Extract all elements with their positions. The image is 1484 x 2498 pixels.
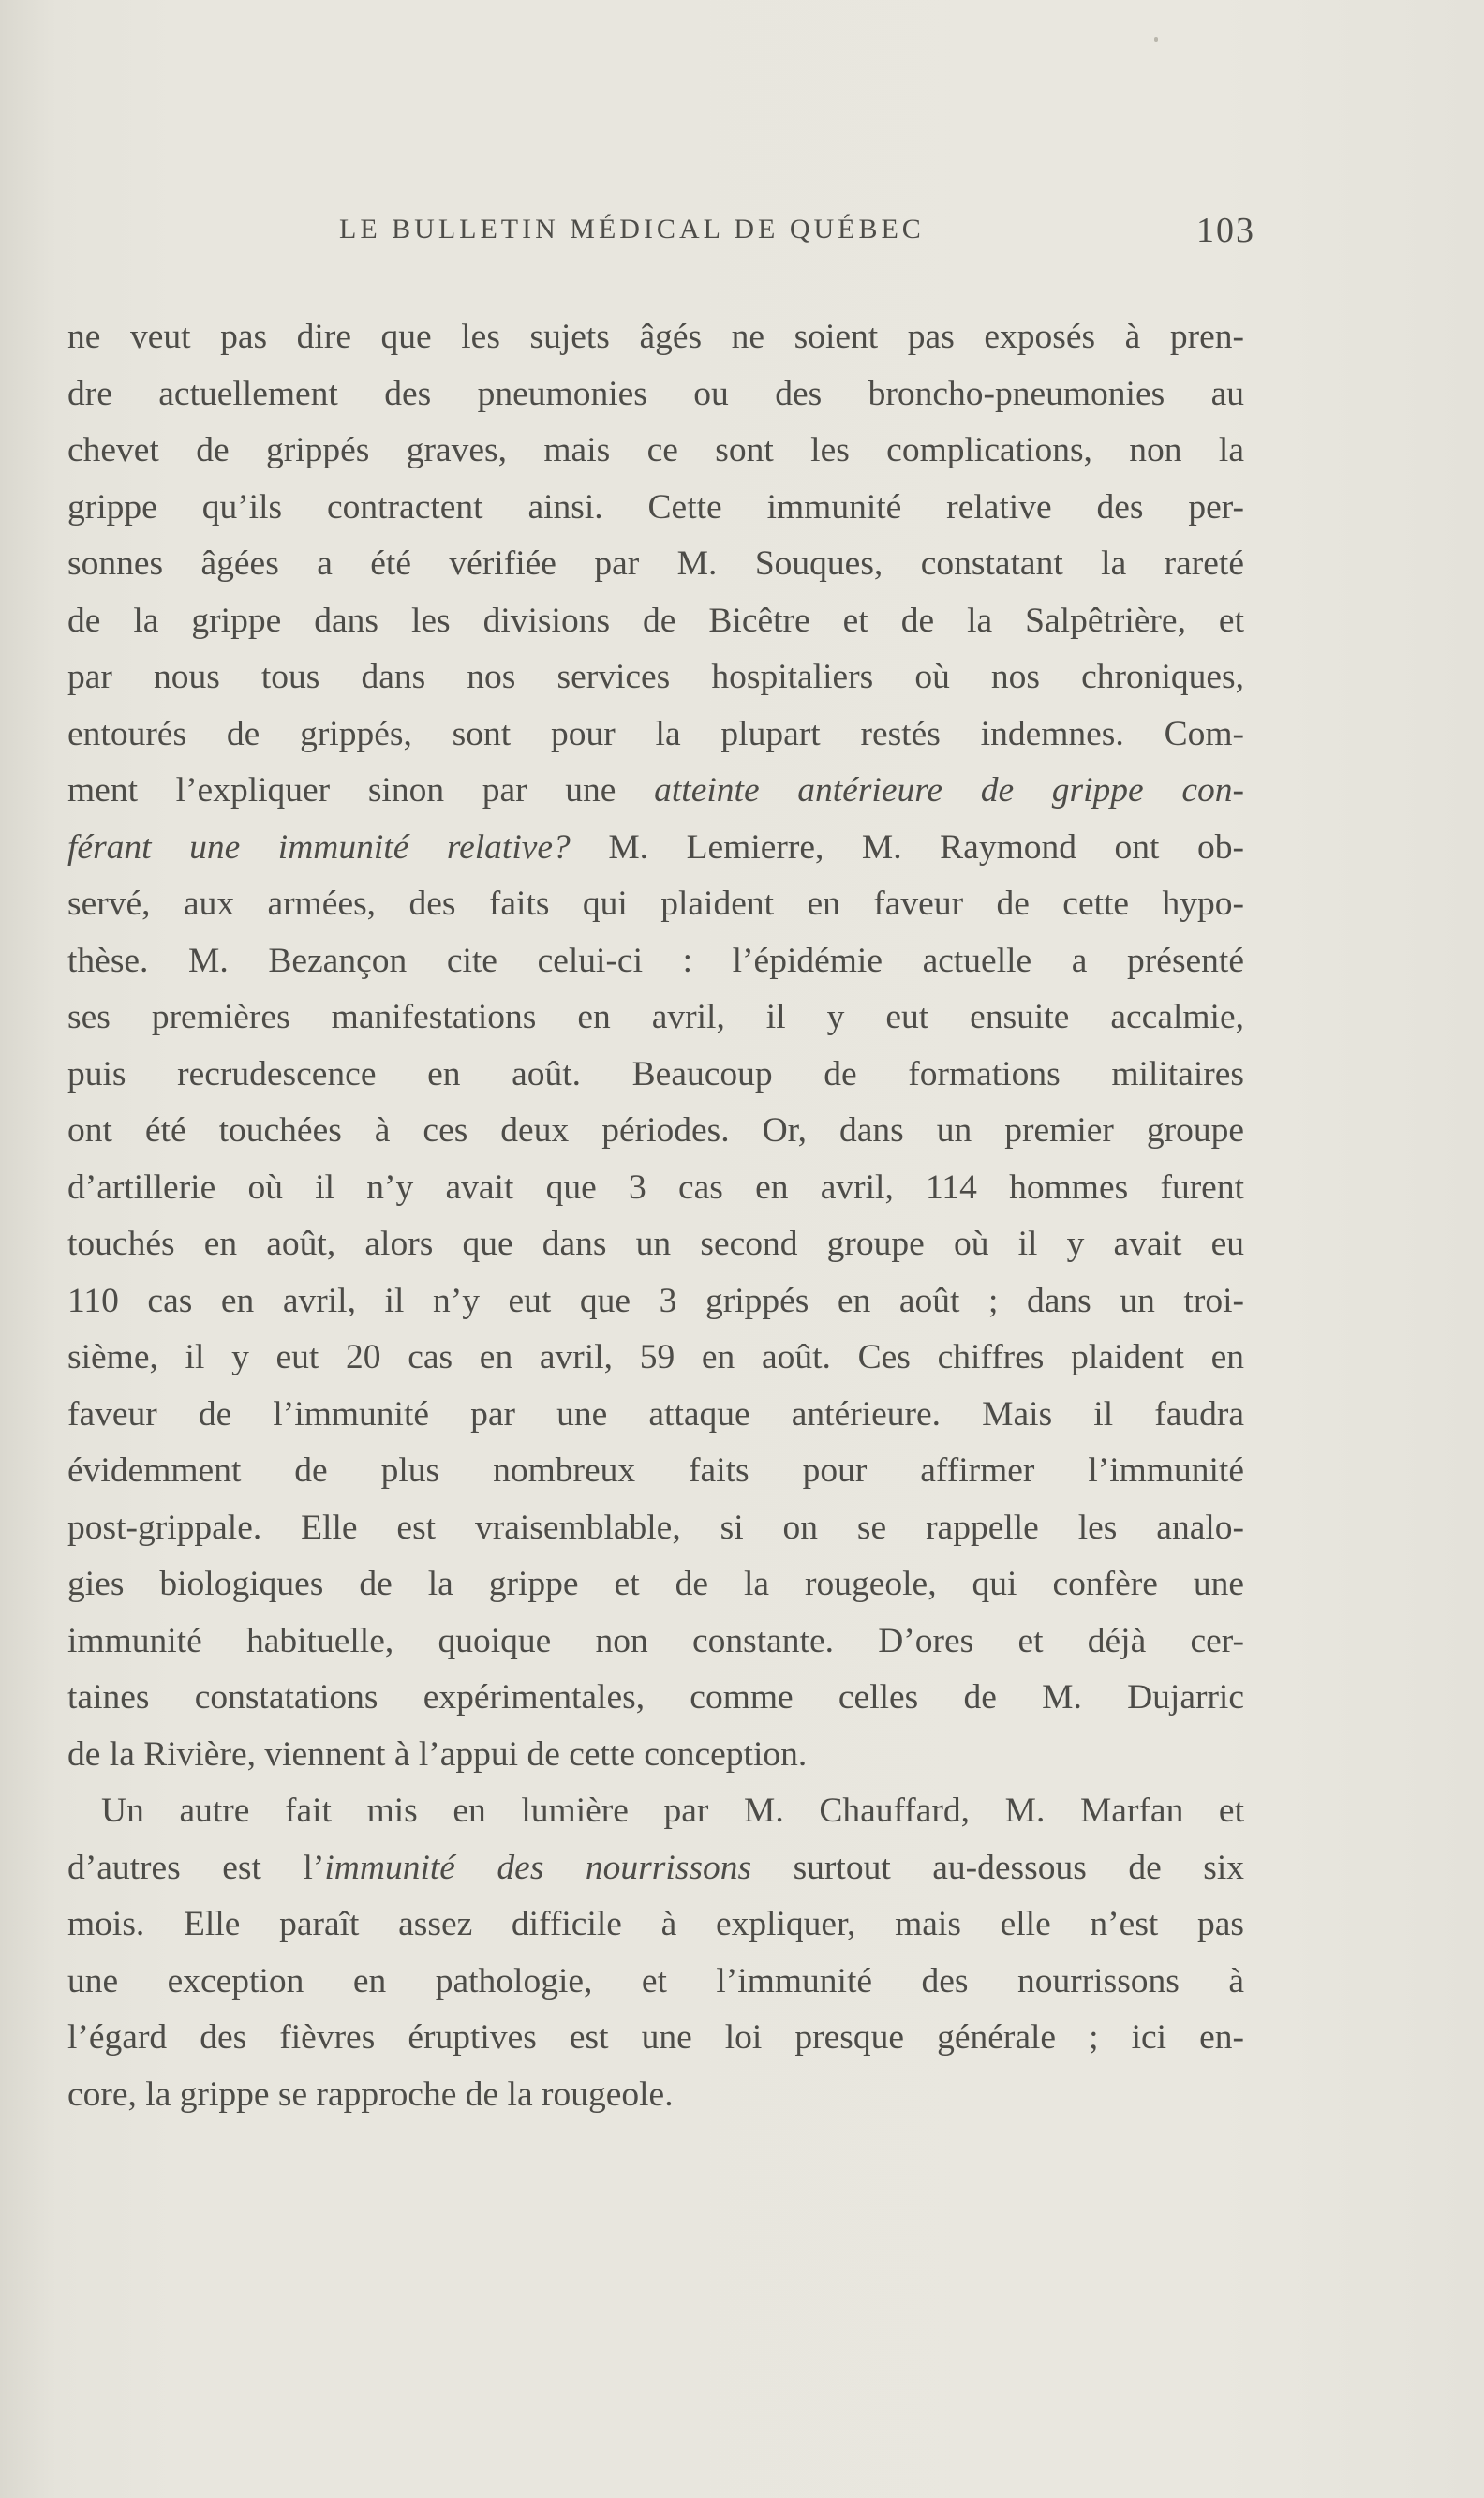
text-line: touchés en août, alors que dans un second groupe où il y avait eu <box>67 1225 1244 1263</box>
text-line: dre actuellement des pneumonies ou des broncho-pneumonies au <box>67 374 1244 413</box>
text-line: puis recrudescence en août. Beaucoup de formations militaires <box>67 1054 1244 1093</box>
text-line: l’égard des fièvres éruptives est une loi presque générale ; ici en- <box>67 2018 1244 2057</box>
text-line: par nous tous dans nos services hospitaliers où nos chroniques, <box>67 658 1244 696</box>
text-segment: ment l’expliquer sinon par une <box>67 771 655 810</box>
text-line: évidemment de plus nombreux faits pour affirmer l’immunité <box>67 1451 1244 1490</box>
text-line: ont été touchées à ces deux périodes. Or, dans un premier groupe <box>67 1111 1244 1150</box>
text-line: chevet de grippés graves, mais ce sont les complications, non la <box>67 431 1244 469</box>
text-line: entourés de grippés, sont pour la plupart restés indemnes. Com- <box>67 714 1244 753</box>
text-line: faveur de l’immunité par une attaque antérieure. Mais il faudra <box>67 1394 1244 1434</box>
page-number: 103 <box>1196 211 1255 250</box>
text-line: servé, aux armées, des faits qui plaident en faveur de cette hypo- <box>67 885 1244 923</box>
text-line <box>67 1840 1244 1897</box>
text-segment: surtout au-dessous de six <box>751 1848 1244 1887</box>
text-line: une exception en pathologie, et l’immunité des nourrissons à <box>67 1961 1244 2000</box>
text-line: core, la grippe se rapproche de la rougeole. <box>67 2074 674 2114</box>
text-line <box>67 820 1244 877</box>
text-line: gies biologiques de la grippe et de la rougeole, qui confère une <box>67 1565 1244 1603</box>
text-line: ses premières manifestations en avril, il y eut ensuite accalmie, <box>67 998 1244 1036</box>
text-line: post-grippale. Elle est vraisemblable, si on se rappelle les analo- <box>67 1508 1244 1547</box>
body-text <box>67 309 1244 2123</box>
paragraph-1 <box>67 309 1244 1783</box>
text-line: de la Rivière, viennent à l’appui de cette conception. <box>67 1734 808 1774</box>
text-line <box>67 763 1244 820</box>
text-line: mois. Elle paraît assez difficile à expliquer, mais elle n’est pas <box>67 1905 1244 1943</box>
text-line: immunité habituelle, quoique non constante. D’ores et déjà cer- <box>67 1621 1244 1660</box>
text-line: d’artillerie où il n’y avait que 3 cas en avril, 114 hommes furent <box>67 1167 1244 1207</box>
text-line: ne veut pas dire que les sujets âgés ne soient pas exposés à pren- <box>67 318 1244 356</box>
text-line: grippe qu’ils contractent ainsi. Cette immunité relative des per- <box>67 487 1244 527</box>
journal-title: LE BULLETIN MÉDICAL DE QUÉBEC <box>339 214 925 245</box>
text-line: de la grippe dans les divisions de Bicêtre et de la Salpêtrière, et <box>67 601 1244 640</box>
scan-speck <box>1154 37 1158 42</box>
text-line: thèse. M. Bezançon cite celui-ci : l’épidémie actuelle a présenté <box>67 941 1244 980</box>
text-segment: M. Lemierre, M. Raymond ont ob- <box>570 827 1244 867</box>
text-line: sième, il y eut 20 cas en avril, 59 en août. Ces chiffres plaident en <box>67 1338 1244 1376</box>
running-header <box>67 211 1255 251</box>
italic-phrase: atteinte antérieure de grippe con- <box>654 771 1244 810</box>
text-line: taines constatations expérimentales, comme celles de M. Dujarric <box>67 1678 1244 1717</box>
text-line: 110 cas en avril, il n’y eut que 3 grippés en août ; dans un troi- <box>67 1281 1244 1320</box>
italic-phrase: immunité des nourrissons <box>324 1848 752 1887</box>
italic-phrase: férant une immunité relative? <box>67 827 571 867</box>
text-line: sonnes âgées a été vérifiée par M. Souques, constatant la rareté <box>67 544 1244 583</box>
text-segment: d’autres est l’ <box>67 1848 325 1887</box>
paragraph-2 <box>67 1783 1244 2123</box>
text-line: Un autre fait mis en lumière par M. Chauffard, M. Marfan et <box>101 1792 1244 1830</box>
